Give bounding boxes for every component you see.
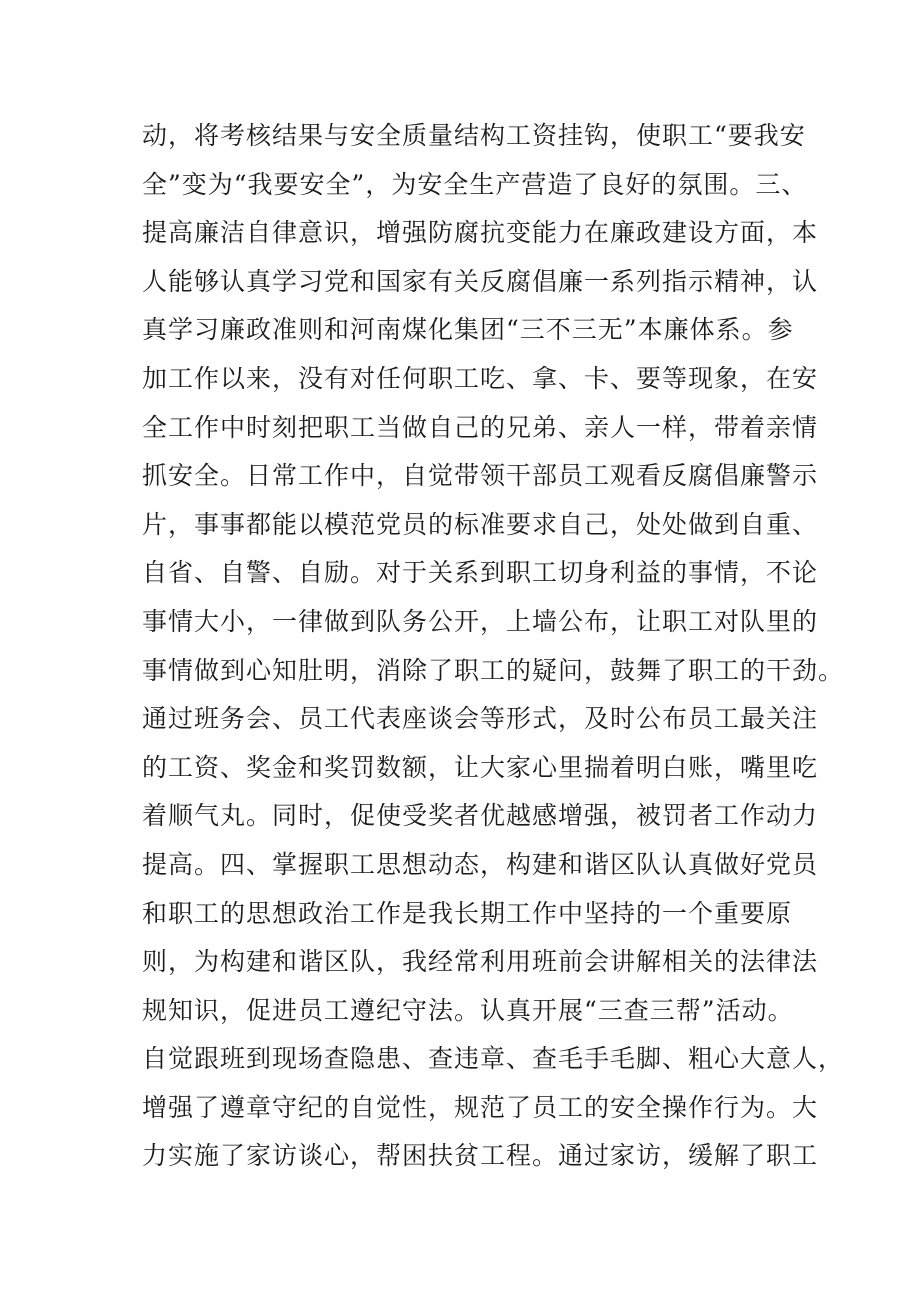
text-line: 着顺气丸。同时，促使受奖者优越感增强，被罚者工作动力 — [142, 801, 819, 831]
text-line: 片，事事都能以模范党员的标准要求自己，处处做到自重、 — [142, 509, 819, 539]
text-line: 增强了遵章守纪的自觉性，规范了员工的安全操作行为。大 — [142, 1092, 819, 1122]
text-line: 事情做到心知肚明，消除了职工的疑问，鼓舞了职工的干劲。 — [142, 655, 845, 685]
text-line: 人能够认真学习党和国家有关反腐倡廉一系列指示精神，认 — [142, 266, 819, 296]
text-line: 自省、自警、自励。对于关系到职工切身利益的事情，不论 — [142, 558, 819, 588]
text-line: 自觉跟班到现场查隐患、查违章、查毛手毛脚、粗心大意人， — [142, 1044, 845, 1074]
text-line: 则，为构建和谐区队，我经常利用班前会讲解相关的法律法 — [142, 947, 819, 977]
text-line: 加工作以来，没有对任何职工吃、拿、卡、要等现象，在安 — [142, 363, 819, 393]
text-line: 全”变为“我要安全”，为安全生产营造了良好的氛围。三、 — [142, 169, 808, 199]
text-line: 抓安全。日常工作中，自觉带领干部员工观看反腐倡廉警示 — [142, 461, 819, 491]
text-line: 事情大小，一律做到队务公开，上墙公布，让职工对队里的 — [142, 606, 819, 636]
text-line: 的工资、奖金和奖罚数额，让大家心里揣着明白账，嘴里吃 — [142, 752, 819, 782]
text-line: 规知识，促进员工遵纪守法。认真开展“三查三帮”活动。 — [142, 995, 794, 1025]
text-line: 通过班务会、员工代表座谈会等形式，及时公布员工最关注 — [142, 704, 819, 734]
text-line: 力实施了家访谈心，帮困扶贫工程。通过家访，缓解了职工 — [142, 1141, 819, 1171]
text-line: 和职工的思想政治工作是我长期工作中坚持的一个重要原 — [142, 898, 793, 928]
text-line: 动，将考核结果与安全质量结构工资挂钩，使职工“要我安 — [142, 121, 806, 150]
text-line: 提高廉洁自律意识，增强防腐抗变能力在廉政建设方面，本 — [142, 218, 819, 248]
text-line: 全工作中时刻把职工当做自己的兄弟、亲人一样，带着亲情 — [142, 412, 819, 442]
text-line: 提高。四、掌握职工思想动态，构建和谐区队认真做好党员 — [142, 849, 819, 879]
text-line: 真学习廉政准则和河南煤化集团“三不三无”本廉体系。参 — [142, 315, 794, 345]
body-text — [142, 112, 845, 1181]
